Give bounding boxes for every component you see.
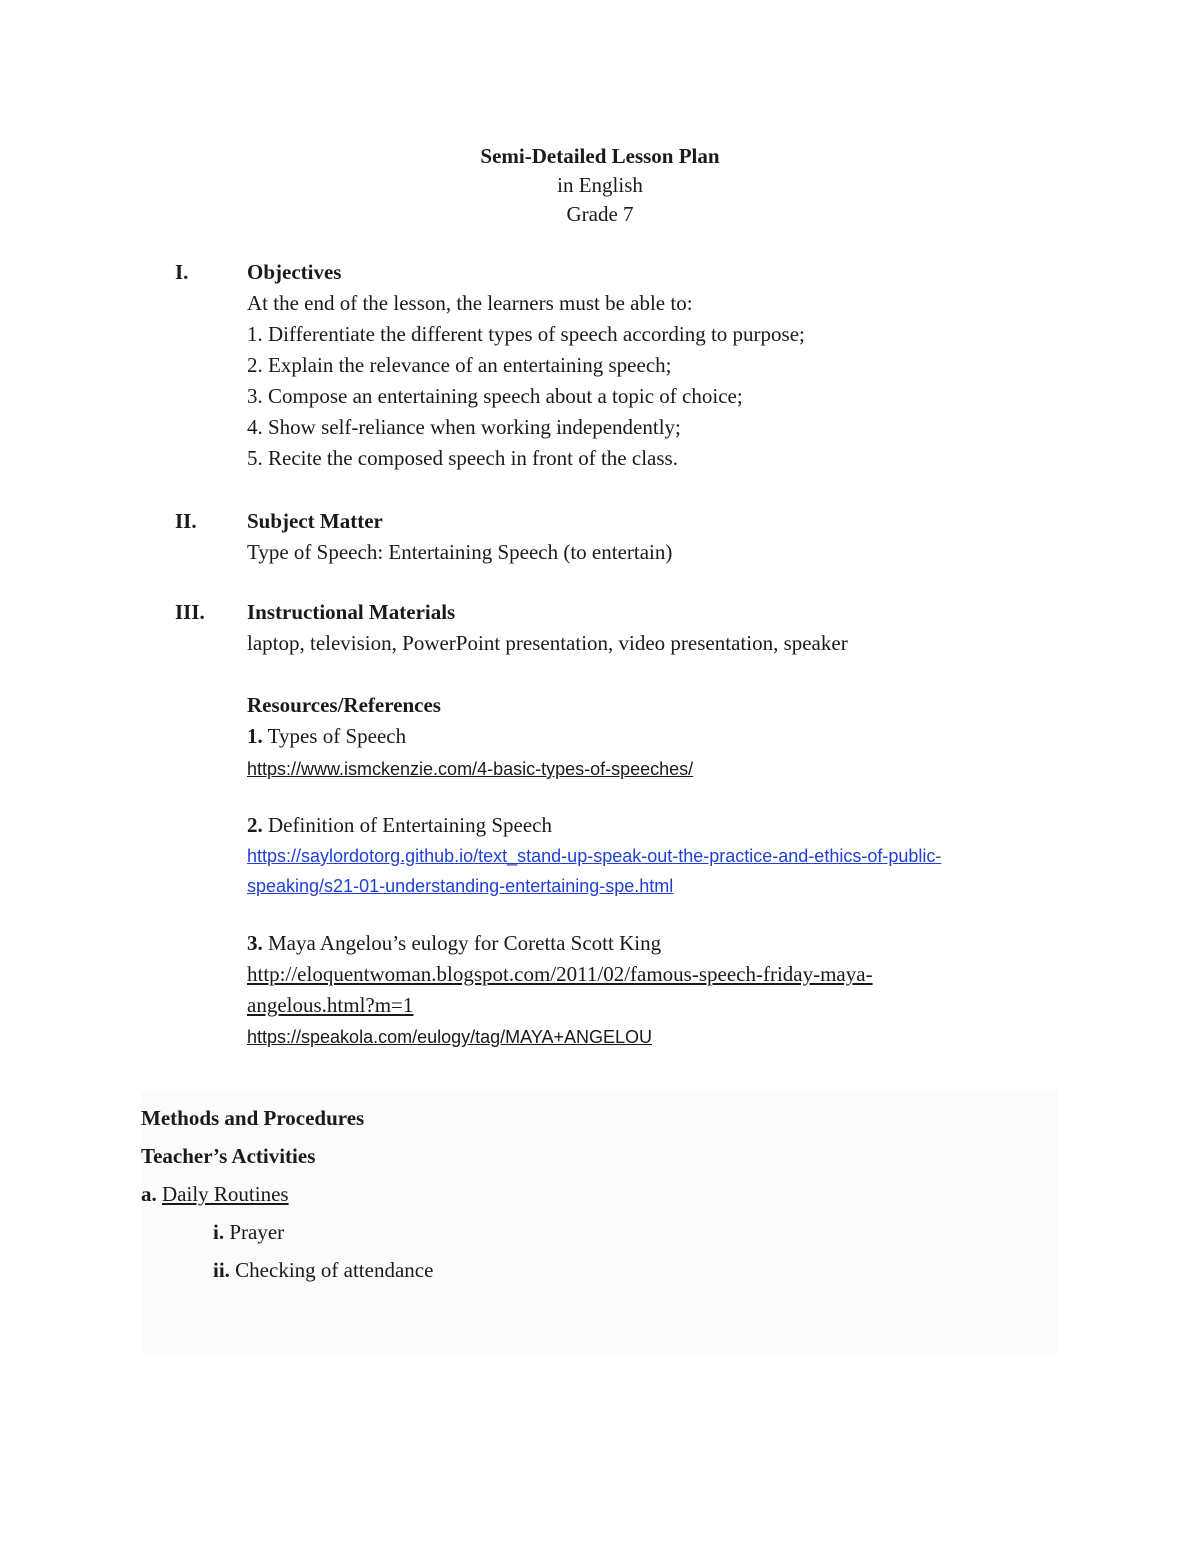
reference-link[interactable]: https://saylordotorg.github.io/text_stand-up-speak-out-the-practice-and-ethics-of-public-	[247, 846, 942, 866]
reference-number: 3.	[247, 931, 263, 955]
routine-step-label: ii.	[213, 1258, 230, 1282]
methods-section	[141, 1099, 1041, 1289]
subject-matter-heading: Subject Matter	[247, 509, 383, 533]
reference-title	[247, 928, 1147, 959]
reference-link[interactable]: https://speakola.com/eulogy/tag/MAYA+ANGELOU	[247, 1027, 653, 1047]
reference-link-continued[interactable]: angelous.html?m=1	[247, 993, 414, 1017]
reference-title-text: Definition of Entertaining Speech	[268, 813, 553, 837]
routine-step	[141, 1251, 1041, 1289]
objective-item: 4. Show self-reliance when working independently;	[247, 415, 681, 439]
objective-item: 1. Differentiate the different types of speech according to purpose;	[247, 322, 805, 346]
document-grade: Grade 7	[566, 202, 634, 226]
routine-title: Daily Routines	[162, 1182, 289, 1206]
objective-item: 2. Explain the relevance of an entertaining speech;	[247, 353, 672, 377]
objectives-intro: At the end of the lesson, the learners must be able to:	[247, 291, 693, 315]
objective-item: 5. Recite the composed speech in front of the class.	[247, 446, 678, 470]
methods-heading: Methods and Procedures	[141, 1106, 365, 1130]
reference-title	[247, 721, 1147, 752]
reference-title	[247, 810, 1147, 841]
objective-item: 3. Compose an entertaining speech about a topic of choice;	[247, 384, 743, 408]
subject-matter-text: Type of Speech: Entertaining Speech (to entertain)	[247, 540, 673, 564]
resources-heading: Resources/References	[247, 693, 441, 717]
routine-step	[141, 1213, 1041, 1251]
document-title: Semi-Detailed Lesson Plan	[480, 144, 720, 168]
reference-number: 1.	[247, 724, 263, 748]
routine-step-text: Prayer	[229, 1220, 285, 1244]
teacher-activities-heading: Teacher’s Activities	[141, 1144, 316, 1168]
routine-step-label: i.	[213, 1220, 225, 1244]
document-subject: in English	[557, 173, 643, 197]
materials-numeral: III.	[175, 600, 205, 624]
daily-routines-line	[141, 1175, 1041, 1213]
objectives-numeral: I.	[175, 260, 189, 284]
reference-link-continued[interactable]: speaking/s21-01-understanding-entertaining-spe.html	[247, 876, 674, 896]
routine-step-text: Checking of attendance	[235, 1258, 434, 1282]
reference-number: 2.	[247, 813, 263, 837]
reference-link[interactable]: http://eloquentwoman.blogspot.com/2011/02/famous-speech-friday-maya-	[247, 962, 873, 986]
subject-matter-numeral: II.	[175, 509, 197, 533]
title-block	[0, 142, 1200, 229]
materials-heading: Instructional Materials	[247, 600, 456, 624]
reference-title-text: Maya Angelou’s eulogy for Coretta Scott King	[268, 931, 662, 955]
reference-link[interactable]: https://www.ismckenzie.com/4-basic-types-of-speeches/	[247, 759, 694, 779]
materials-text: laptop, television, PowerPoint presentation, video presentation, speaker	[247, 631, 848, 655]
routine-label: a.	[141, 1182, 157, 1206]
reference-title-text: Types of Speech	[267, 724, 407, 748]
objectives-heading: Objectives	[247, 260, 342, 284]
